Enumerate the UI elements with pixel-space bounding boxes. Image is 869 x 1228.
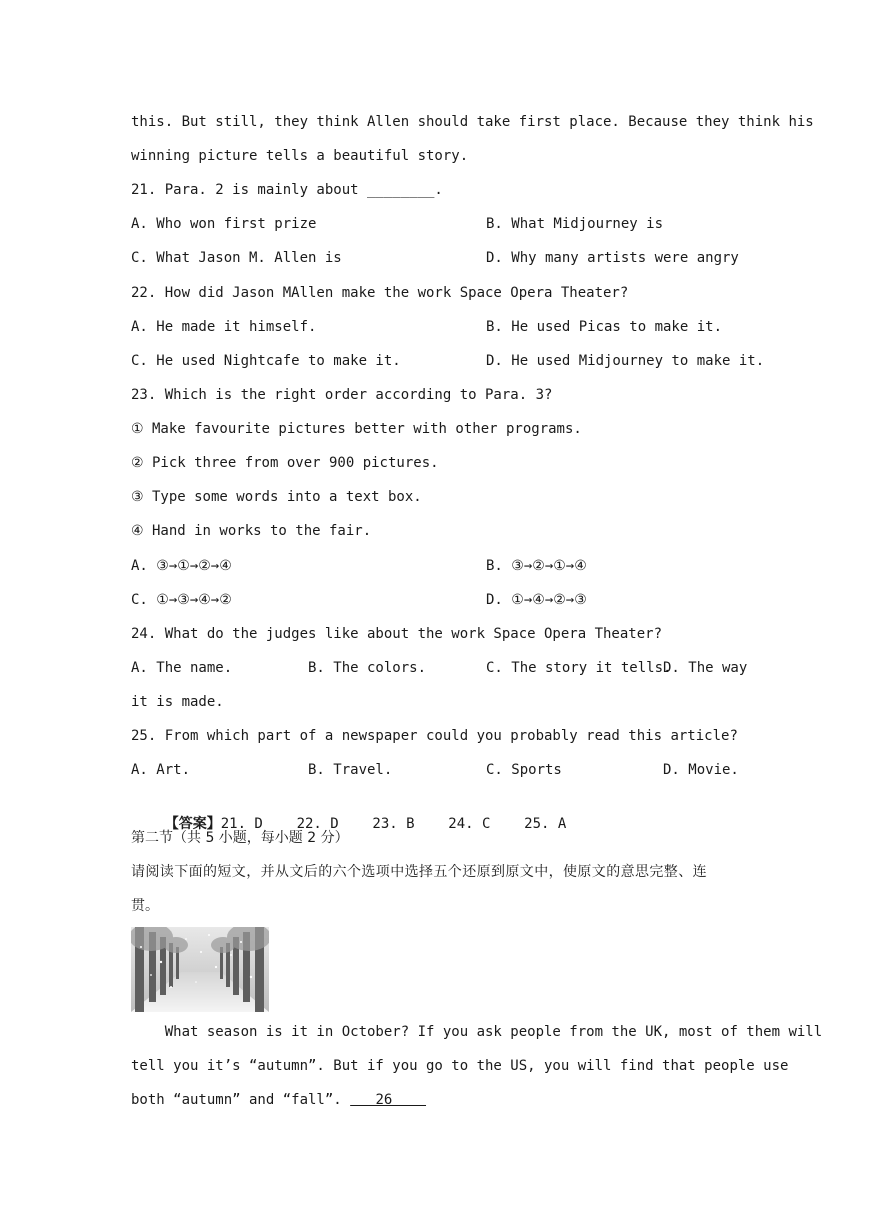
q22-option-b: B. He used Picas to make it. xyxy=(486,319,723,335)
answer-values: 21. D 22. D 23. B 24. C 25. A xyxy=(220,816,567,832)
passage-line-3 xyxy=(131,1090,426,1110)
q24-option-d-continuation: it is made. xyxy=(131,694,224,710)
q23-step-3: ③ Type some words into a text box. xyxy=(131,489,422,505)
question-23-stem: 23. Which is the right order according to Para. 3? xyxy=(131,387,553,403)
q23-option-c: C. ①→③→④→② xyxy=(131,592,232,608)
q24-option-b: B. The colors. xyxy=(308,660,427,676)
q25-option-c: C. Sports xyxy=(486,762,562,778)
section-2-instruction-line-1: 请阅读下面的短文，并从文后的六个选项中选择五个还原到原文中，使原文的意思完整、连 xyxy=(131,864,707,880)
q21-option-b: B. What Midjourney is xyxy=(486,216,664,232)
answer-label: 【答案】 xyxy=(164,816,221,832)
q22-option-c: C. He used Nightcafe to make it. xyxy=(131,353,401,369)
q25-option-a: A. Art. xyxy=(131,762,191,778)
passage-line-1: What season is it in October? If you ask people from the UK, most of them will xyxy=(131,1024,823,1040)
blank-26: 26 xyxy=(350,1092,427,1108)
passage-line-3-text: both “autumn” and “fall”. xyxy=(131,1092,351,1108)
passage-line-2: tell you it’s “autumn”. But if you go to the US, you will find that people use xyxy=(131,1058,789,1074)
q24-option-d: D. The way xyxy=(663,660,748,676)
snowy-avenue-photo xyxy=(131,927,269,1012)
intro-line-2: winning picture tells a beautiful story. xyxy=(131,148,469,164)
q21-option-d: D. Why many artists were angry xyxy=(486,250,739,266)
section-2-instruction-line-2: 贯。 xyxy=(131,898,159,914)
q25-option-b: B. Travel. xyxy=(308,762,393,778)
q23-option-a: A. ③→①→②→④ xyxy=(131,558,232,574)
intro-line-1: this. But still, they think Allen should take first place. Because they think his xyxy=(131,114,814,130)
question-21-stem: 21. Para. 2 is mainly about ________. xyxy=(131,182,443,198)
q25-option-d: D. Movie. xyxy=(663,762,739,778)
q23-step-4: ④ Hand in works to the fair. xyxy=(131,523,372,539)
q24-option-a: A. The name. xyxy=(131,660,233,676)
q21-option-c: C. What Jason M. Allen is xyxy=(131,250,342,266)
q23-option-d: D. ①→④→②→③ xyxy=(486,592,587,608)
q24-option-c: C. The story it tells. xyxy=(486,660,672,676)
question-22-stem: 22. How did Jason MAllen make the work Space Opera Theater? xyxy=(131,285,629,301)
q21-option-a: A. Who won first prize xyxy=(131,216,317,232)
q23-step-2: ② Pick three from over 900 pictures. xyxy=(131,455,439,471)
section-2-heading: 第二节（共 5 小题，每小题 2 分） xyxy=(131,830,349,846)
q23-option-b: B. ③→②→①→④ xyxy=(486,558,587,574)
q22-option-a: A. He made it himself. xyxy=(131,319,317,335)
q22-option-d: D. He used Midjourney to make it. xyxy=(486,353,765,369)
question-25-stem: 25. From which part of a newspaper could you probably read this article? xyxy=(131,728,738,744)
q23-step-1: ① Make favourite pictures better with other programs. xyxy=(131,421,582,437)
question-24-stem: 24. What do the judges like about the work Space Opera Theater? xyxy=(131,626,663,642)
